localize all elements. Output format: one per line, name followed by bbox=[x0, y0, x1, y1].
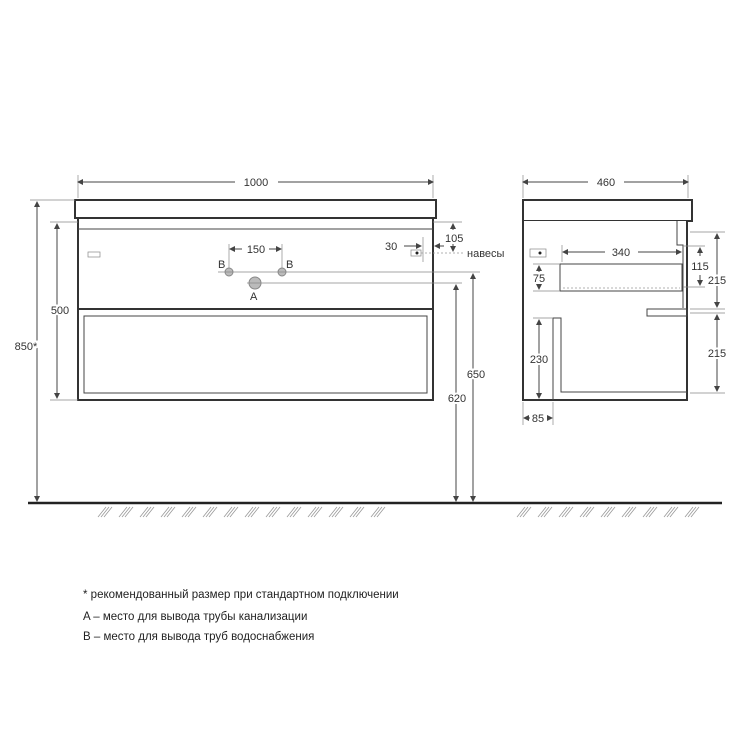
dim-width-front: 1000 bbox=[243, 177, 269, 189]
note-a: A – место для вывода трубы канализации bbox=[83, 611, 308, 623]
floor bbox=[28, 503, 722, 517]
side-view bbox=[523, 175, 726, 425]
cabinet-body-side bbox=[523, 221, 687, 400]
countertop-side bbox=[523, 200, 692, 221]
label-a: A bbox=[250, 291, 258, 303]
note-recommended: * рекомендованный размер при стандартном подключении bbox=[83, 589, 399, 601]
dim-115: 115 bbox=[691, 261, 709, 273]
dim-hanger-top: 105 bbox=[445, 233, 464, 245]
dim-215-bottom: 215 bbox=[707, 348, 727, 360]
dim-drawer-height: 75 bbox=[532, 273, 546, 285]
dim-cutout-width: 85 bbox=[531, 413, 545, 425]
dim-pipe-spacing: 150 bbox=[246, 244, 266, 256]
floor-hatching bbox=[98, 507, 699, 517]
label-b-left: B bbox=[218, 259, 226, 271]
label-b-right: B bbox=[286, 259, 294, 271]
dim-hanger-side: 30 bbox=[385, 241, 398, 253]
dim-drawer-depth: 340 bbox=[611, 247, 631, 259]
dim-height-b: 650 bbox=[466, 369, 486, 381]
dim-215-top: 215 bbox=[707, 275, 727, 287]
front-view bbox=[15, 175, 505, 501]
dim-total-height: 850* bbox=[14, 341, 38, 353]
dim-cutout-height: 230 bbox=[529, 354, 549, 366]
hangers-label: навесы bbox=[467, 248, 505, 260]
note-b: B – место для вывода труб водоснабжения bbox=[83, 631, 315, 643]
dim-depth: 460 bbox=[596, 177, 616, 189]
dim-height-a: 620 bbox=[447, 393, 467, 405]
countertop-front bbox=[75, 200, 436, 218]
dim-cabinet-height: 500 bbox=[50, 305, 70, 317]
